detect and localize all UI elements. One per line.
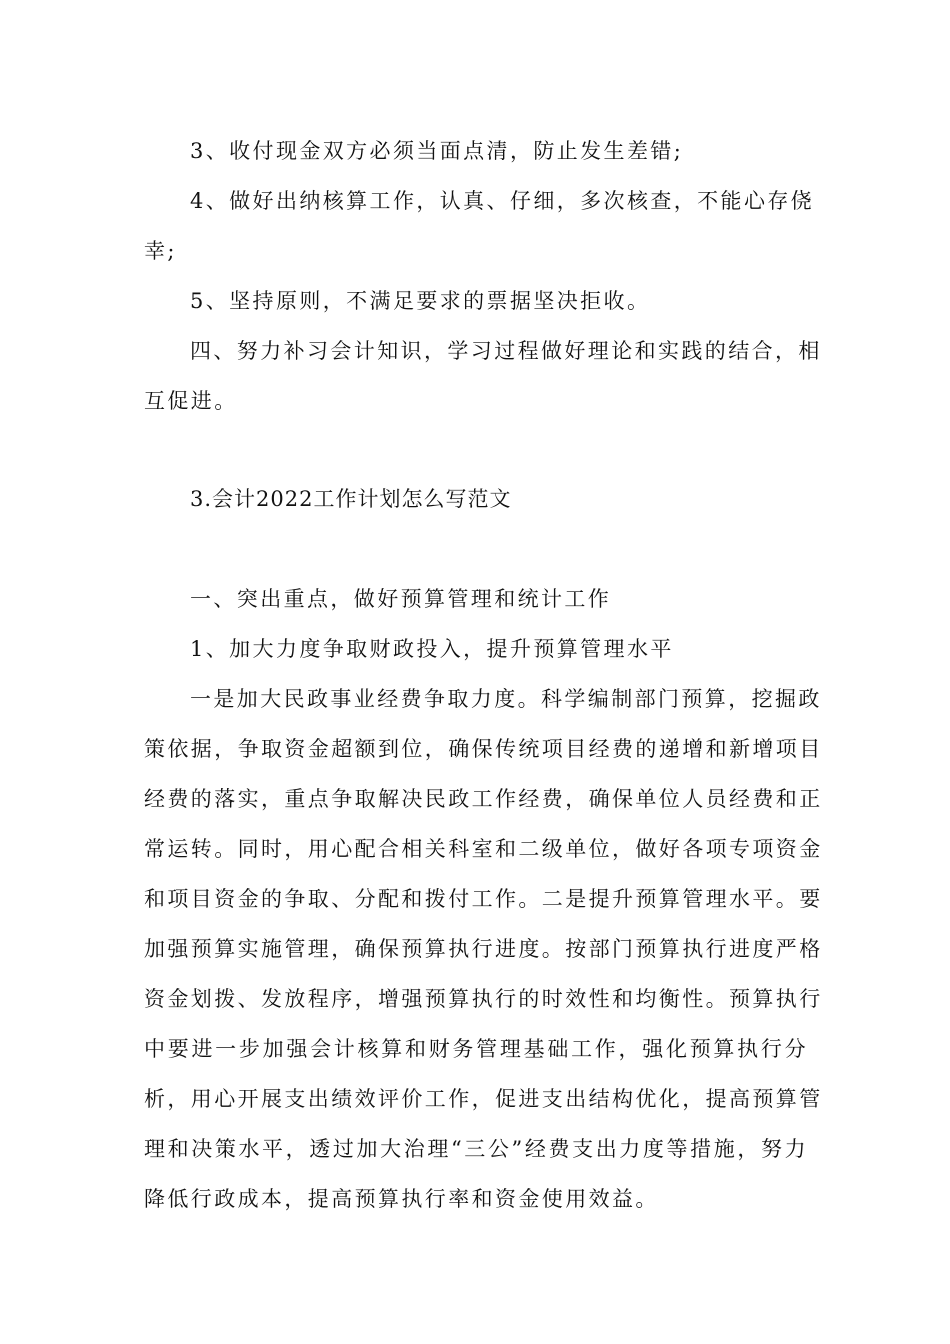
body-paragraph-line: 加强预算实施管理，确保预算执行进度。按部门预算执行进度严格: [144, 937, 823, 961]
section-heading: 3.会计2022工作计划怎么写范文: [190, 487, 512, 511]
subsection-heading-one: 一、突出重点，做好预算管理和统计工作: [190, 587, 612, 611]
body-paragraph-line: 析，用心开展支出绩效评价工作，促进支出结构优化，提高预算管: [144, 1087, 823, 1111]
body-paragraph-line: 和项目资金的争取、分配和拨付工作。二是提升预算管理水平。要: [144, 887, 823, 911]
list-item-4-continuation: 幸;: [144, 239, 177, 263]
list-item-5: 5、坚持原则，不满足要求的票据坚决拒收。: [190, 289, 651, 313]
body-paragraph-line: 一是加大民政事业经费争取力度。科学编制部门预算，挖掘政: [190, 687, 822, 711]
section-four-paragraph: 四、努力补习会计知识，学习过程做好理论和实践的结合，相: [190, 339, 822, 363]
body-paragraph-line: 策依据，争取资金超额到位，确保传统项目经费的递增和新增项目: [144, 737, 823, 761]
list-item-3: 3、收付现金双方必须当面点清，防止发生差错;: [190, 139, 684, 163]
body-paragraph-line: 常运转。同时，用心配合相关科室和二级单位，做好各项专项资金: [144, 837, 823, 861]
list-item-4: 4、做好出纳核算工作，认真、仔细，多次核查，不能心存侥: [190, 189, 815, 213]
body-paragraph-line: 理和决策水平，透过加大治理“三公”经费支出力度等措施，努力: [144, 1137, 808, 1161]
body-paragraph-line: 资金划拨、发放程序，增强预算执行的时效性和均衡性。预算执行: [144, 987, 823, 1011]
body-paragraph-line: 降低行政成本，提高预算执行率和资金使用效益。: [144, 1187, 659, 1211]
section-four-continuation: 互促进。: [144, 389, 238, 413]
body-paragraph-line: 经费的落实，重点争取解决民政工作经费，确保单位人员经费和正: [144, 787, 823, 811]
subsection-item-one: 1、加大力度争取财政投入，提升预算管理水平: [190, 637, 674, 661]
body-paragraph-line: 中要进一步加强会计核算和财务管理基础工作，强化预算执行分: [144, 1037, 808, 1061]
